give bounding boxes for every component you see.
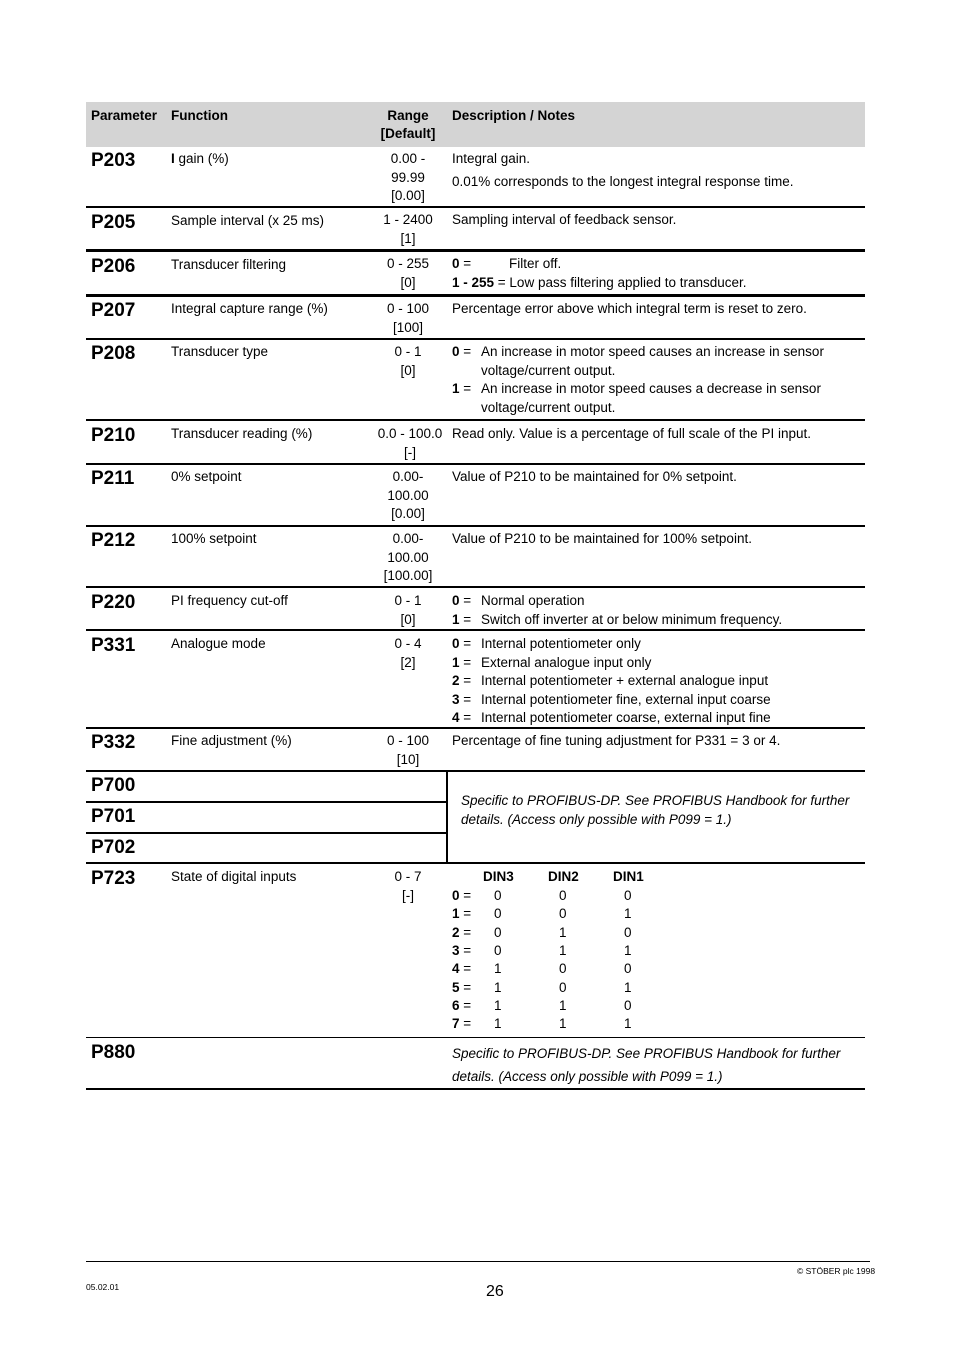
din2-values: 0 0 1 1 0 0 1 1: [559, 888, 567, 1032]
row-divider: [86, 294, 865, 297]
param-id: P700: [91, 775, 136, 796]
param-range: 0.00 - 99.99 [0.00]: [390, 151, 426, 203]
row-divider: [86, 206, 865, 208]
param-options: 0 = Internal potentiometer only 1 = External analogue input only 2 = Internal potentiometer + external analogue input 3 = Internal potentiometer fine, external input coarse 4 = Internal potentiometer coarse, external input fine: [452, 636, 771, 725]
param-range: 0.0 - 100.0 [-]: [377, 426, 443, 460]
param-range: 0.00- 100.00 [0.00]: [387, 469, 429, 521]
param-id: P701: [91, 806, 136, 827]
row-divider: [86, 801, 447, 803]
param-description: Read only. Value is a percentage of full scale of the PI input.: [452, 426, 811, 441]
param-description: Percentage error above which integral term is reset to zero.: [452, 301, 807, 316]
param-id: P723: [91, 868, 136, 889]
param-id: P208: [91, 343, 136, 364]
footer-date: 05.02.01: [86, 1282, 120, 1292]
param-description: Percentage of fine tuning adjustment for P331 = 3 or 4.: [452, 733, 781, 748]
param-options: 0 = Normal operation 1 = Switch off inverter at or below minimum frequency.: [452, 593, 783, 627]
profibus-note: Specific to PROFIBUS-DP. See PROFIBUS Handbook for further details. (Access only possible with P099 = 1.): [461, 793, 850, 827]
din1-values: 0 1 0 1 0 1 0 1: [624, 888, 632, 1032]
param-function: 100% setpoint: [171, 531, 257, 546]
row-divider: [86, 463, 865, 465]
row-divider: [86, 419, 865, 421]
param-range: 0 - 4 [2]: [394, 636, 422, 670]
param-range: 0 - 255 [0]: [386, 256, 430, 290]
param-function: Transducer reading (%): [171, 426, 313, 441]
cell-divider: [446, 770, 448, 863]
header-range: Range [Default]: [380, 108, 436, 141]
row-divider: [86, 525, 865, 527]
param-id: P331: [91, 635, 136, 656]
param-id: P206: [91, 256, 136, 277]
param-id: P207: [91, 300, 136, 321]
param-function: State of digital inputs: [171, 869, 297, 884]
header-function: Function: [171, 108, 228, 123]
row-divider: [86, 249, 865, 252]
param-id: P203: [91, 150, 136, 171]
param-range: 0 - 100 [10]: [386, 733, 430, 767]
footer-copyright: © STÖBER plc 1998: [797, 1266, 876, 1276]
param-id: P880: [91, 1042, 136, 1063]
param-id: P212: [91, 530, 136, 551]
table-bottom-border: [86, 1088, 865, 1090]
row-divider: [86, 338, 865, 340]
din-col-header: DIN2: [548, 869, 579, 884]
param-range: 0 - 7 [-]: [394, 869, 422, 903]
header-parameter: Parameter: [91, 108, 158, 123]
param-id: P702: [91, 837, 136, 858]
row-divider: [86, 727, 865, 729]
param-id: P210: [91, 425, 136, 446]
param-function: Fine adjustment (%): [171, 733, 292, 748]
param-id: P211: [91, 468, 135, 489]
param-range: 0.00- 100.00 [100.00]: [383, 531, 433, 583]
row-divider: [86, 1037, 865, 1038]
param-function: Integral capture range (%): [171, 301, 328, 316]
param-description: Sampling interval of feedback sensor.: [452, 212, 677, 227]
param-range: 0 - 1 [0]: [394, 344, 422, 378]
footer-rule: [86, 1261, 870, 1262]
param-function: Transducer filtering: [171, 257, 287, 272]
row-divider: [86, 862, 865, 864]
row-divider: [86, 770, 865, 772]
param-options: 0 = Filter off. 1 - 255 = Low pass filtering applied to transducer.: [452, 256, 747, 290]
row-divider: [86, 629, 865, 631]
param-description: Value of P210 to be maintained for 0% setpoint.: [452, 469, 737, 484]
param-range: 0 - 1 [0]: [394, 593, 422, 627]
din-col-header: DIN1: [613, 869, 644, 884]
param-function: Transducer type: [171, 344, 269, 359]
param-function: 0% setpoint: [171, 469, 242, 484]
din3-values: 0 0 0 0 1 1 1 1: [494, 888, 502, 1032]
param-id: P332: [91, 732, 136, 753]
din-col-header: DIN3: [483, 869, 514, 884]
param-description: Integral gain. 0.01% corresponds to the longest integral response time.: [452, 151, 794, 189]
param-options: 0 = An increase in motor speed causes an increase in sensor voltage/current output. 1 = An increase in motor speed causes a decrease in sensor voltage/current output.: [452, 344, 824, 415]
param-description: Specific to PROFIBUS-DP. See PROFIBUS Handbook for further details. (Access only possible with P099 = 1.): [452, 1046, 841, 1084]
header-description: Description / Notes: [452, 108, 576, 123]
param-function: PI frequency cut-off: [171, 593, 288, 608]
param-range: 1 - 2400 [1]: [383, 212, 433, 246]
page-number: 26: [486, 1283, 504, 1300]
row-divider: [86, 832, 447, 834]
param-range: 0 - 100 [100]: [386, 301, 430, 335]
param-function: Sample interval (x 25 ms): [171, 213, 325, 228]
param-function: I gain (%): [171, 151, 229, 166]
param-description: Value of P210 to be maintained for 100% setpoint.: [452, 531, 752, 546]
param-function: Analogue mode: [171, 636, 266, 651]
din-states-keys: 0 = 1 = 2 = 3 = 4 = 5 = 6 = 7 =: [452, 888, 472, 1032]
param-id: P220: [91, 592, 136, 613]
param-id: P205: [91, 212, 136, 233]
row-divider: [86, 586, 865, 588]
